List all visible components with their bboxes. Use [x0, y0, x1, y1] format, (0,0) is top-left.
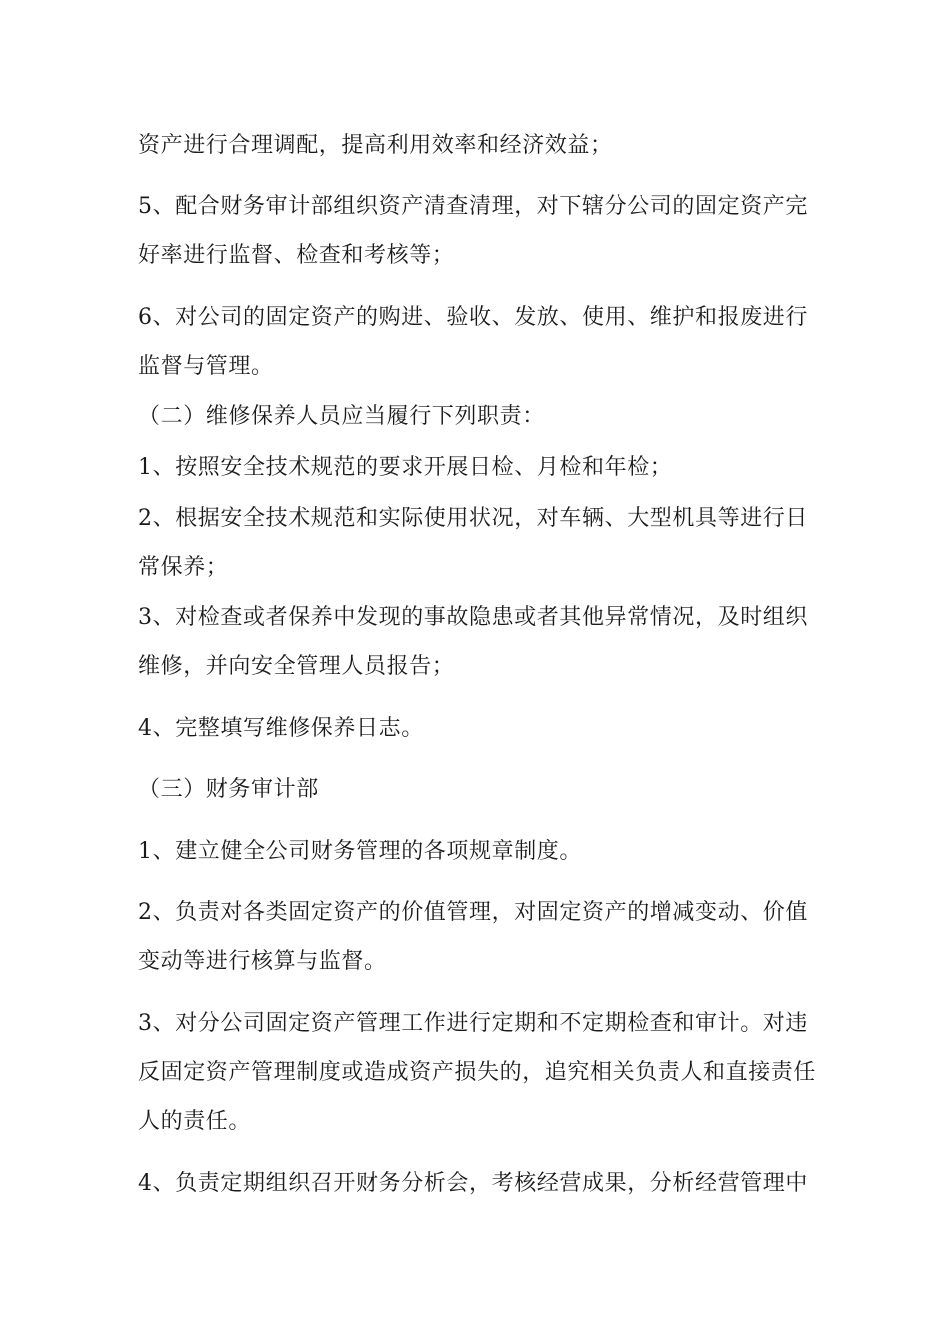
text-line-9: 常保养； [138, 555, 229, 580]
text-line-14: 1、建立健全公司财务管理的各项规章制度。 [138, 839, 582, 864]
section-heading-3: （三）财务审计部 [138, 777, 319, 802]
text-line-16: 变动等进行核算与监督。 [138, 949, 387, 974]
text-line-2: 5、配合财务审计部组织资产清查清理，对下辖分公司的固定资产完 [138, 194, 808, 219]
text-line-20: 4、负责定期组织召开财务分析会，考核经营成果，分析经营管理中 [138, 1171, 808, 1196]
text-line-15: 2、负责对各类固定资产的价值管理，对固定资产的增减变动、价值 [138, 900, 808, 925]
text-line-5: 监督与管理。 [138, 354, 274, 379]
section-heading-2: （二）维修保养人员应当履行下列职责： [138, 404, 545, 429]
text-line-7: 1、按照安全技术规范的要求开展日检、月检和年检； [138, 455, 673, 480]
text-line-4: 6、对公司的固定资产的购进、验收、发放、使用、维护和报废进行 [138, 305, 808, 330]
text-line-10: 3、对检查或者保养中发现的事故隐患或者其他异常情况，及时组织 [138, 605, 808, 630]
text-line-1: 资产进行合理调配，提高利用效率和经济效益； [138, 133, 613, 158]
text-line-3: 好率进行监督、检查和考核等； [138, 243, 455, 268]
text-line-8: 2、根据安全技术规范和实际使用状况，对车辆、大型机具等进行日 [138, 506, 808, 531]
text-line-12: 4、完整填写维修保养日志。 [138, 716, 424, 741]
text-line-19: 人的责任。 [138, 1109, 252, 1134]
text-line-17: 3、对分公司固定资产管理工作进行定期和不定期检查和审计。对违 [138, 1011, 808, 1036]
text-line-18: 反固定资产管理制度或造成资产损失的，追究相关负责人和直接责任 [138, 1060, 817, 1085]
text-line-11: 维修，并向安全管理人员报告； [138, 654, 455, 679]
